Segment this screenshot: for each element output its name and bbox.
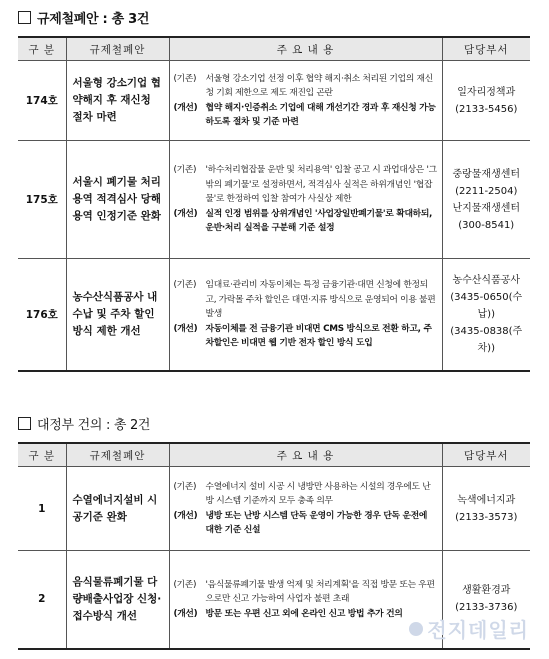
header-dept: 담당부서 [442, 37, 530, 61]
header-dept: 담당부서 [442, 443, 530, 467]
header-category: 구 분 [18, 37, 66, 61]
table-row [18, 467, 530, 551]
row-dept: 중랑물재생센터 (2211-2504) 난지물재생센터 (300-8541) [442, 141, 530, 259]
header-category: 구 분 [18, 443, 66, 467]
table-row [18, 61, 530, 141]
row-title: 음식물류폐기물 다량배출사업장 신청·접수방식 개선 [66, 551, 169, 649]
header-content: 주 요 내 용 [169, 443, 442, 467]
row-content: (기존) '음식물류폐기물 발생 억제 및 처리계획'을 직접 방문 또는 우편으로만 신고 가능하여 사업자 불편 초래 (개선) 방문 또는 우편 신고 외에 온라인 신고 방법 추가 건의 [169, 551, 442, 649]
table-header-row [18, 37, 530, 61]
row-title: 수열에너지설비 시공기준 완화 [66, 467, 169, 551]
row-dept: 일자리정책과 (2133-5456) [442, 61, 530, 141]
header-item: 규제철폐안 [66, 37, 169, 61]
row-number: 1 [18, 467, 66, 551]
row-dept: 농수산식품공사 (3435-0650(수납)) (3435-0838(주차)) [442, 259, 530, 371]
logo-icon [409, 622, 423, 636]
row-content: (기존) 임대료·관리비 자동이체는 특정 금융기관·대면 신청에 한정되고, 가락몰 주차 할인은 대면·지류 방식으로 운영되어 이용 불편 발생 (개선) 자동이체를 전 금융기관 비대면 CMS 방식으로 전환 하고, 주차할인은 비대면 웹 기반 전자 할인 방식 도입 [169, 259, 442, 371]
row-content: (기존) '하수처리협잡물 운반 및 처리용역' 입찰 공고 시 과업대상은 '그 밖의 폐기물'로 설정하면서, 적격심사 실적은 하위개념인 '협잡물'로 한정하여 입찰 참여가 사실상 제한 (개선) 실적 인정 범위를 상위개념인 '사업장일반폐기물'로 확대하되, 운반·처리 실적을 구분해 기준 설정 [169, 141, 442, 259]
table-header-row [18, 443, 530, 467]
row-title: 서울형 강소기업 협약해지 후 재신청 절차 마련 [66, 61, 169, 141]
section-title-government-proposal: 대정부 건의 : 총 2건 [18, 414, 150, 433]
header-item: 규제철폐안 [66, 443, 169, 467]
row-number: 176호 [18, 259, 66, 371]
row-dept: 생활환경과 (2133-3736) [442, 551, 530, 649]
checkbox-square-icon [18, 11, 31, 24]
watermark-logo: 전지데일리 [409, 614, 529, 643]
row-dept: 녹색에너지과 (2133-3573) [442, 467, 530, 551]
regulation-table [18, 36, 530, 372]
checkbox-square-icon [18, 417, 31, 430]
table-row [18, 141, 530, 259]
row-number: 174호 [18, 61, 66, 141]
row-content: (기존) 서울형 강소기업 선정 이후 협약 해지·취소 처리된 기업의 재신청 기회 제한으로 제도 재진입 곤란 (개선) 협약 해지·인증취소 기업에 대해 개선기간 경과 후 재신청 가능하도록 절차 및 기준 마련 [169, 61, 442, 141]
table-row [18, 259, 530, 371]
header-content: 주 요 내 용 [169, 37, 442, 61]
row-title: 농수산식품공사 내 수납 및 주차 할인 방식 제한 개선 [66, 259, 169, 371]
row-title: 서울시 폐기물 처리용역 적격심사 당해용역 인정기준 완화 [66, 141, 169, 259]
row-content: (기존) 수열에너지 설비 시공 시 냉방만 사용하는 시설의 경우에도 난방 시스템 기준까지 모두 충족 의무 (개선) 냉방 또는 난방 시스템 단독 운영이 가능한 경우 단독 운전에 대한 기준 신설 [169, 467, 442, 551]
row-number: 175호 [18, 141, 66, 259]
row-number: 2 [18, 551, 66, 649]
section-title-regulation: 규제철폐안 : 총 3건 [18, 8, 149, 27]
